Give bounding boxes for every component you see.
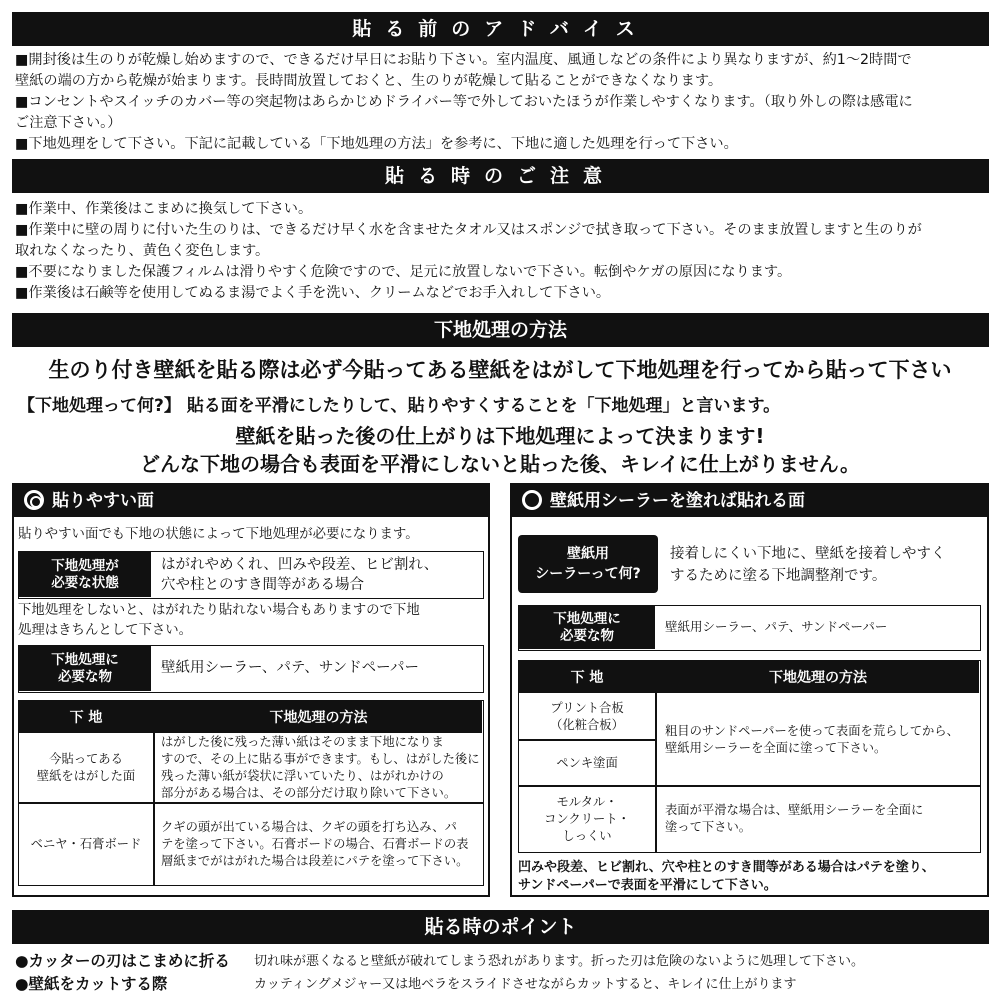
table-row-base: ベニヤ・石膏ボード: [30, 836, 142, 851]
col-header-base: 下 地: [19, 701, 153, 733]
advice-line: ■コンセントやスイッチのカバー等の突起物はあらかじめドライバー等で外しておいたほうが作業しやすくなります。（取り外しの際は感電に: [15, 94, 913, 110]
advice-line: ■下地処理をして下さい。下記に記載している「下地処理の方法」を参考に、下地に適した処理を行って下さい。: [15, 136, 738, 152]
col-header-method: 下地処理の方法: [155, 701, 482, 733]
caution-line: 取れなくなったり、黄色く変色します。: [15, 243, 270, 259]
col-header-base: 下 地: [519, 661, 655, 693]
sealer-answer: 接着しにくい下地に、壁紙を接着しやすく: [670, 546, 946, 562]
advice-line: 壁紙の端の方から乾燥が始まります。長時間放置しておくと、生のりが乾燥して貼ることができなくなります。: [15, 73, 723, 89]
table-row-method: クギの頭が出ている場合は、クギの頭を打ち込み、パ テを塗って下さい。石膏ボードの場合、石膏ボードの表 層紙までがはがれた場合は段差にパテを塗って下さい。: [161, 819, 469, 868]
right-need-label: 下地処理に 必要な物: [519, 606, 655, 649]
advice-line: ■開封後は生のりが乾燥し始めますので、できるだけ早日にお貼り下さい。室内温度、風通しなどの条件により異なりますが、約1～2時間で: [15, 52, 912, 68]
circle-icon: [522, 490, 542, 510]
table-row-method: 表面が平滑な場合は、壁紙用シーラーを全面に 塗って下さい。: [665, 803, 924, 834]
right-footnote: 凹みや段差、ヒビ割れ、穴や柱とのすき間等がある場合はパテを塗り、: [518, 860, 935, 875]
state-text: はがれやめくれ、凹みや段差、ヒビ割れ、: [161, 557, 439, 573]
col-header-method: 下地処理の方法: [657, 661, 979, 693]
right-table: [518, 660, 981, 853]
section-title-method: 下地処理の方法: [12, 313, 989, 347]
point-label: ●壁紙をカットする際: [15, 975, 168, 993]
need-box: [18, 645, 484, 693]
sealer-answer: するために塗る下地調整剤です。: [670, 568, 887, 584]
right-panel-header: [512, 485, 987, 517]
left-note: 処理はきちんとして下さい。: [18, 623, 193, 638]
right-panel: [510, 483, 989, 897]
emphasis-2: どんな下地の場合も表面を平滑にしないと貼った後、キレイに仕上がりません。: [140, 452, 860, 476]
table-row-base: 今貼ってある 壁紙をはがした面: [36, 752, 136, 783]
point-text: 切れ味が悪くなると壁紙が破れてしまう恐れがあります。折った刃は危険のないように処理して下さい。: [254, 954, 864, 969]
headline: 生のり付き壁紙を貼る際は必ず今貼ってある壁紙をはがして下地処理を行ってから貼って下さい: [48, 358, 952, 382]
section-title-before: 貼る前のアドバイス: [12, 12, 989, 46]
right-need-text: 壁紙用シーラー、パテ、サンドペーパー: [665, 619, 888, 634]
need-text: 壁紙用シーラー、パテ、サンドペーパー: [161, 660, 419, 676]
state-text: 穴や柱とのすき間等がある場合: [161, 577, 364, 593]
section-title-points: 貼る時のポイント: [12, 910, 989, 944]
caution-line: ■不要になりました保護フィルムは滑りやすく危険ですので、足元に放置しないで下さい。転倒やケガの原因になります。: [15, 264, 792, 280]
left-intro: 貼りやすい面でも下地の状態によって下地処理が必要になります。: [18, 527, 419, 542]
left-table: [18, 700, 484, 886]
point-label: ●カッターの刃はこまめに折る: [15, 952, 230, 970]
caution-line: ■作業中、作業後はこまめに換気して下さい。: [15, 201, 313, 217]
right-panel-title: 壁紙用シーラーを塗れば貼れる面: [550, 491, 805, 511]
state-label: 下地処理が 必要な状態: [19, 552, 151, 597]
definition: 【下地処理って何?】 貼る面を平滑にしたりして、貼りやすくすることを「下地処理」と言います。: [18, 396, 781, 416]
table-row-base: ペンキ塗面: [556, 755, 618, 770]
table-row-method: 粗目のサンドペーパーを使って表面を荒らしてから、 壁紙用シーラーを全面に塗って下さい。: [665, 724, 959, 755]
state-box: [18, 551, 484, 599]
left-panel-title: 貼りやすい面: [52, 491, 154, 511]
emphasis-1: 壁紙を貼った後の仕上がりは下地処理によって決まります!: [235, 424, 765, 448]
caution-line: ■作業中に壁の周りに付いた生のりは、できるだけ早く水を含ませたタオル又はスポンジで拭き取って下さい。そのまま放置しますと生のりが: [15, 222, 922, 238]
left-panel: [12, 483, 490, 897]
sealer-question: 壁紙用 シーラーって何?: [518, 535, 658, 593]
left-panel-header: [14, 485, 488, 517]
left-note: 下地処理をしないと、はがれたり貼れない場合もありますので下地: [18, 603, 420, 618]
right-need-box: [518, 605, 981, 651]
table-row-method: はがした後に残った薄い紙はそのまま下地になりま すので、その上に貼る事ができます。もし、はがした後に 残った薄い紙が袋状に浮いていたり、はがれかけの 部分がある場合は、その部分だけ取り除いて下さい。: [161, 735, 480, 800]
table-row-base: モルタル・ コンクリート・ しっくい: [544, 794, 630, 843]
need-label: 下地処理に 必要な物: [19, 646, 151, 691]
double-circle-icon: [24, 490, 44, 510]
section-title-cautions: 貼る時のご注意: [12, 159, 989, 193]
right-footnote: サンドペーパーで表面を平滑にして下さい。: [518, 878, 777, 893]
caution-line: ■作業後は石鹸等を使用してぬるま湯でよく手を洗い、クリームなどでお手入れして下さい。: [15, 285, 611, 301]
table-row-base: プリント合板 （化粧合板）: [550, 701, 624, 732]
advice-line: ご注意下さい。）: [15, 115, 122, 131]
point-text: カッティングメジャー又は地ベラをスライドさせながらカットすると、キレイに仕上がります: [254, 977, 797, 992]
